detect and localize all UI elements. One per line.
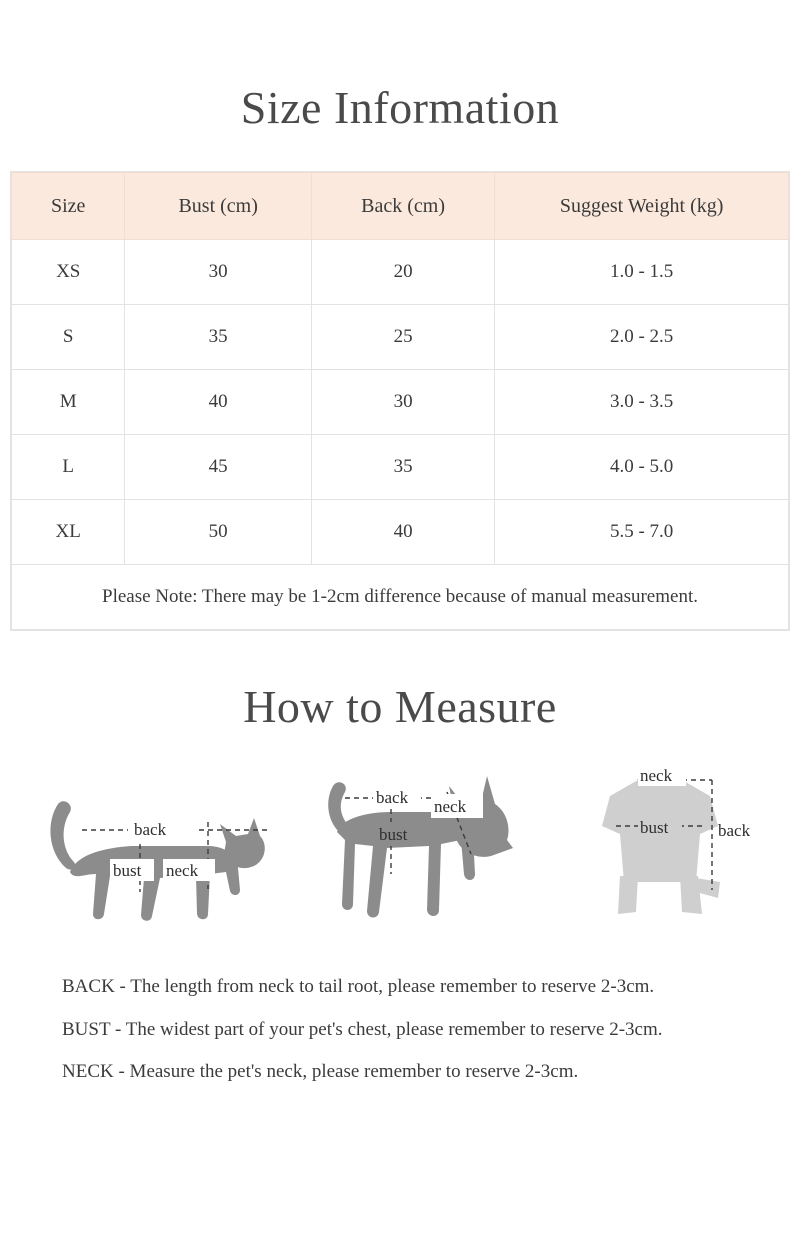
dog-label-back: back (376, 787, 409, 807)
cell-size: XL (12, 500, 125, 565)
cell-weight: 3.0 - 3.5 (495, 370, 789, 435)
note-bust: BUST - The widest part of your pet's chest, please remember to reserve 2-3cm. (62, 1018, 663, 1040)
measurement-note: Please Note: There may be 1-2cm difference because of manual measurement. (12, 565, 789, 630)
cell-back: 35 (311, 435, 494, 500)
cell-size: S (12, 305, 125, 370)
page-title-size-information: Size Information (240, 81, 560, 133)
cat-diagram (40, 764, 270, 959)
note-back: BACK - The length from neck to tail root, please remember to reserve 2-3cm. (62, 975, 655, 997)
garment-label-bust: bust (640, 817, 669, 837)
cell-weight: 4.0 - 5.0 (495, 435, 789, 500)
page-title-how-to-measure: How to Measure (243, 681, 557, 733)
cell-weight: 1.0 - 1.5 (495, 240, 789, 305)
cell-bust: 45 (125, 435, 311, 500)
cell-weight: 5.5 - 7.0 (495, 500, 789, 565)
cell-size: L (12, 435, 125, 500)
table-row (12, 500, 789, 565)
cell-back: 40 (311, 500, 494, 565)
dog-illustration-svg (315, 764, 515, 954)
cat-label-back: back (134, 819, 167, 839)
dog-label-neck: neck (434, 796, 467, 816)
garment-illustration-svg (560, 764, 760, 954)
cat-illustration-svg (40, 764, 270, 954)
cell-bust: 30 (125, 240, 311, 305)
measure-instructions (0, 977, 800, 1084)
cell-size: XS (12, 240, 125, 305)
size-table-head (12, 173, 789, 240)
column-header-weight: Suggest Weight (kg) (495, 173, 789, 240)
garment-label-back: back (718, 820, 751, 840)
cell-bust: 50 (125, 500, 311, 565)
cell-bust: 40 (125, 370, 311, 435)
garment-diagram (560, 764, 760, 959)
measure-diagrams (40, 764, 760, 959)
column-header-bust: Bust (cm) (125, 173, 311, 240)
dog-label-bust: bust (379, 824, 408, 844)
cell-bust: 35 (125, 305, 311, 370)
cell-back: 20 (311, 240, 494, 305)
table-header-row (12, 173, 789, 240)
column-header-back: Back (cm) (311, 173, 494, 240)
cell-back: 30 (311, 370, 494, 435)
size-table (11, 172, 789, 630)
table-note-row (12, 565, 789, 630)
table-row (12, 370, 789, 435)
garment-label-neck: neck (640, 765, 673, 785)
cat-label-neck: neck (166, 860, 199, 880)
column-header-size: Size (12, 173, 125, 240)
cell-weight: 2.0 - 2.5 (495, 305, 789, 370)
size-table-body (12, 240, 789, 630)
size-chart-page (0, 31, 800, 1233)
cell-size: M (12, 370, 125, 435)
garment-shape (602, 780, 720, 914)
cell-back: 25 (311, 305, 494, 370)
table-row (12, 435, 789, 500)
size-table-container (10, 171, 790, 631)
note-neck: NECK - Measure the pet's neck, please remember to reserve 2-3cm. (62, 1061, 579, 1083)
table-row (12, 240, 789, 305)
table-row (12, 305, 789, 370)
dog-diagram (315, 764, 515, 959)
cat-label-bust: bust (113, 860, 142, 880)
